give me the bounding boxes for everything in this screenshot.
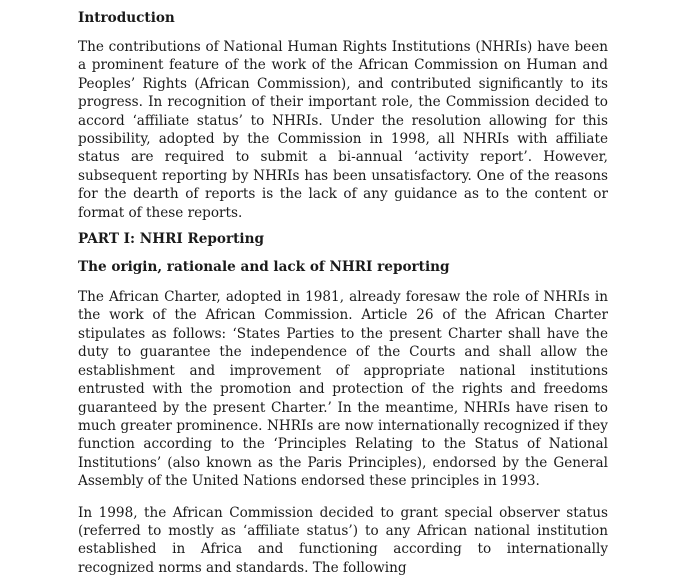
heading-part-1: PART I: NHRI Reporting (78, 231, 264, 248)
heading-introduction: Introduction (78, 10, 175, 26)
paragraph-1998-affiliate-status: In 1998, the African Commission decided to grant special observer status (referred to mostly as ‘affiliate status’) to any African national institution established in Africa and functioning according to internationally recognized norms and standards. The following (78, 504, 608, 576)
paragraph-introduction: The contributions of National Human Rights Institutions (NHRIs) have been a prominent feature of the work of the African Commission on Human and Peoples’ Rights (African Commission), and contributed significantly to its progress. In recognition of their important role, the Commission decided to accord ‘affiliate status’ to NHRIs. Under the resolution allowing for this possibility, adopted by the Commission in 1998, all NHRIs with affiliate status are required to submit a bi-annual ‘activity report’. However, subsequent reporting by NHRIs has been unsatisfactory. One of the reasons for the dearth of reports is the lack of any guidance as to the content or format of these reports. (78, 39, 608, 221)
document-body (78, 7, 608, 577)
heading-origin-rationale: The origin, rationale and lack of NHRI reporting (78, 259, 450, 276)
paragraph-african-charter: The African Charter, adopted in 1981, already foresaw the role of NHRIs in the work of the African Commission. Article 26 of the African Charter stipulates as follows: ‘States Parties to the present Charter shall have the duty to guarantee the independence of the Courts and shall allow the establishment and improvement of appropriate national institutions entrusted with the promotion and protection of the rights and freedoms guaranteed by the present Charter.’ In the meantime, NHRIs have risen to much greater prominence. NHRIs are now internationally recognized if they function according to the ‘Principles Relating to the Status of National Institutions’ (also known as the Paris Principles), endorsed by the General Assembly of the United Nations endorsed these principles in 1993. (78, 289, 608, 490)
